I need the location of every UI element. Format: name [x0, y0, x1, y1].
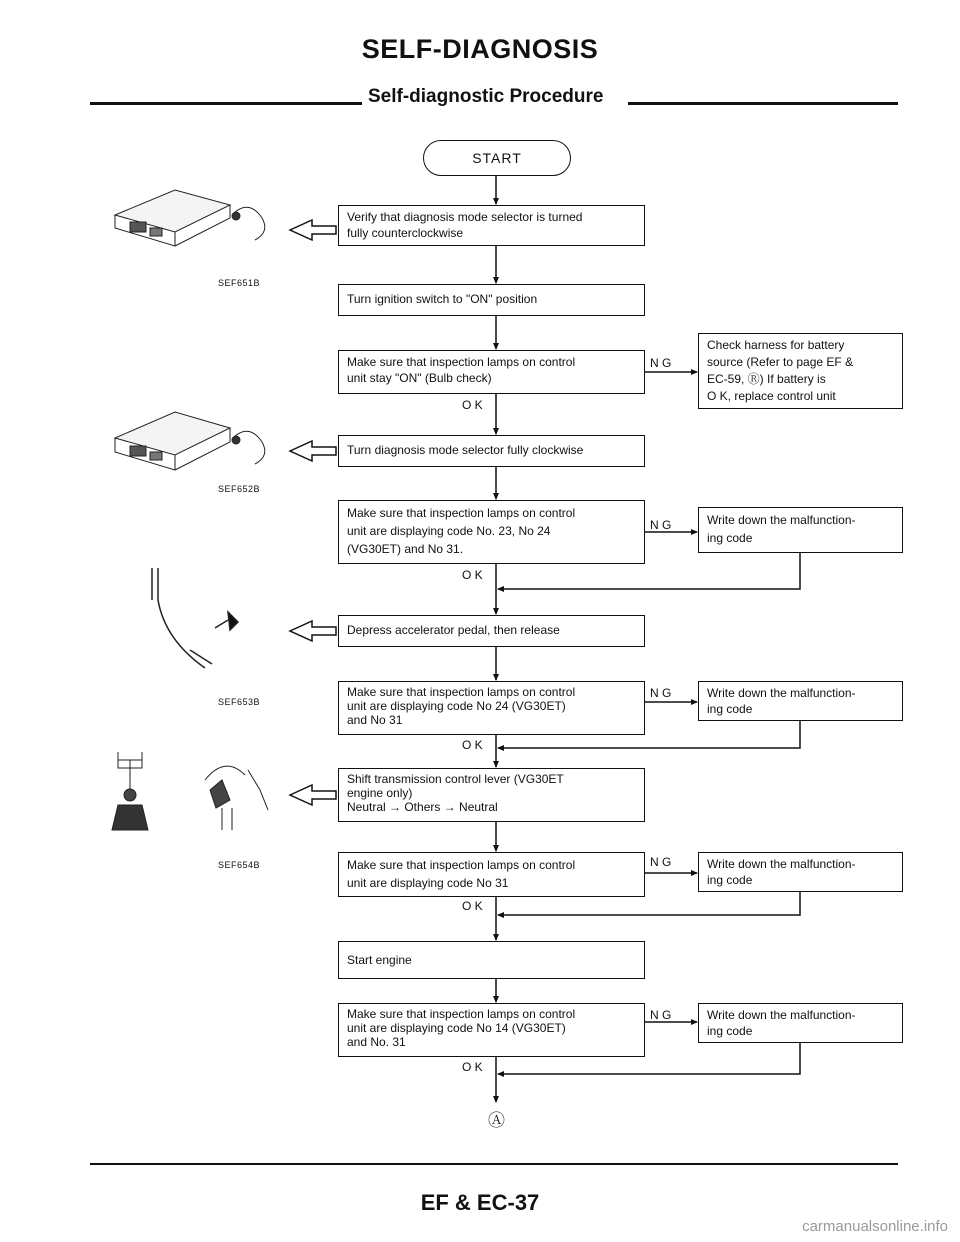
continuation-connector: Ⓐ	[488, 1111, 505, 1130]
return-line	[498, 553, 800, 589]
side-text: Write down the malfunction-	[707, 686, 856, 700]
step-text: (VG30ET) and No 31.	[347, 542, 464, 556]
step-text: Shift transmission control lever (VG30ET	[347, 772, 564, 786]
step-text: unit are displaying code No. 23, No 24	[347, 524, 551, 538]
pointer-arrow	[290, 441, 336, 461]
footer-rule	[90, 1163, 898, 1165]
section-subtitle: Self-diagnostic Procedure	[368, 86, 604, 107]
side-text: Write down the malfunction-	[707, 857, 856, 871]
step-text: Make sure that inspection lamps on control	[347, 858, 576, 872]
ng-label: N G	[650, 1008, 672, 1022]
accelerator-pedal-illustration	[152, 568, 238, 668]
figure-caption: SEF653B	[218, 697, 261, 707]
page-title: SELF-DIAGNOSIS	[361, 34, 599, 64]
pointer-arrow	[290, 785, 336, 805]
return-line	[498, 892, 800, 915]
figure-caption: SEF654B	[218, 860, 261, 870]
return-line	[498, 721, 800, 748]
ok-label: O K	[462, 738, 483, 752]
step-text: unit are displaying code No 14 (VG30ET)	[347, 1021, 566, 1035]
pointer-arrow	[290, 621, 336, 641]
step-text: Make sure that inspection lamps on control	[347, 355, 576, 369]
side-text: Write down the malfunction-	[707, 1008, 856, 1022]
control-unit-illustration-1	[115, 190, 265, 246]
side-text: Write down the malfunction-	[707, 513, 856, 527]
figure-caption: SEF651B	[218, 278, 261, 288]
page-number: EF & EC-37	[420, 1190, 540, 1215]
figure-caption: SEF652B	[218, 484, 261, 494]
ok-label: O K	[462, 568, 483, 582]
side-text: ing code	[707, 873, 753, 887]
step-text: engine only)	[347, 786, 413, 800]
start-terminal: START	[423, 140, 571, 176]
side-text: ing code	[707, 531, 753, 545]
step-text: unit are displaying code No 31	[347, 876, 509, 890]
side-text: ing code	[707, 702, 753, 716]
transmission-lever-illustration	[112, 752, 268, 830]
step-text: Make sure that inspection lamps on control	[347, 1007, 576, 1021]
step-text: Start engine	[347, 953, 412, 967]
step-text: Turn diagnosis mode selector fully clockwise	[347, 443, 584, 457]
side-text: O K, replace control unit	[707, 389, 836, 403]
step-text: Depress accelerator pedal, then release	[347, 623, 560, 637]
ok-label: O K	[462, 899, 483, 913]
step-text: unit are displaying code No 24 (VG30ET)	[347, 699, 566, 713]
step-text: Make sure that inspection lamps on control	[347, 685, 576, 699]
step-text: and No 31	[347, 713, 403, 727]
side-text: source (Refer to page EF &	[707, 355, 854, 369]
side-text: ing code	[707, 1024, 753, 1038]
step-text: Make sure that inspection lamps on control	[347, 506, 576, 520]
step-text: Verify that diagnosis mode selector is turned	[347, 210, 583, 224]
ok-label: O K	[462, 398, 483, 412]
step-text: unit stay "ON" (Bulb check)	[347, 371, 492, 385]
control-unit-illustration-2	[115, 412, 265, 470]
side-text: EC-59, Ⓡ) If battery is	[707, 372, 826, 386]
side-text: Check harness for battery	[707, 338, 845, 352]
step-text: fully counterclockwise	[347, 226, 464, 240]
step-text: and No. 31	[347, 1035, 406, 1049]
return-line	[498, 1043, 800, 1074]
pointer-arrow	[290, 220, 336, 240]
ng-label: N G	[650, 686, 672, 700]
watermark: carmanualsonline.info	[802, 1218, 948, 1235]
step-text: Turn ignition switch to "ON" position	[347, 292, 538, 306]
ng-label: N G	[650, 356, 672, 370]
ok-label: O K	[462, 1060, 483, 1074]
ng-label: N G	[650, 518, 672, 532]
ng-label: N G	[650, 855, 672, 869]
step-text: Neutral → Others → Neutral	[347, 800, 498, 814]
